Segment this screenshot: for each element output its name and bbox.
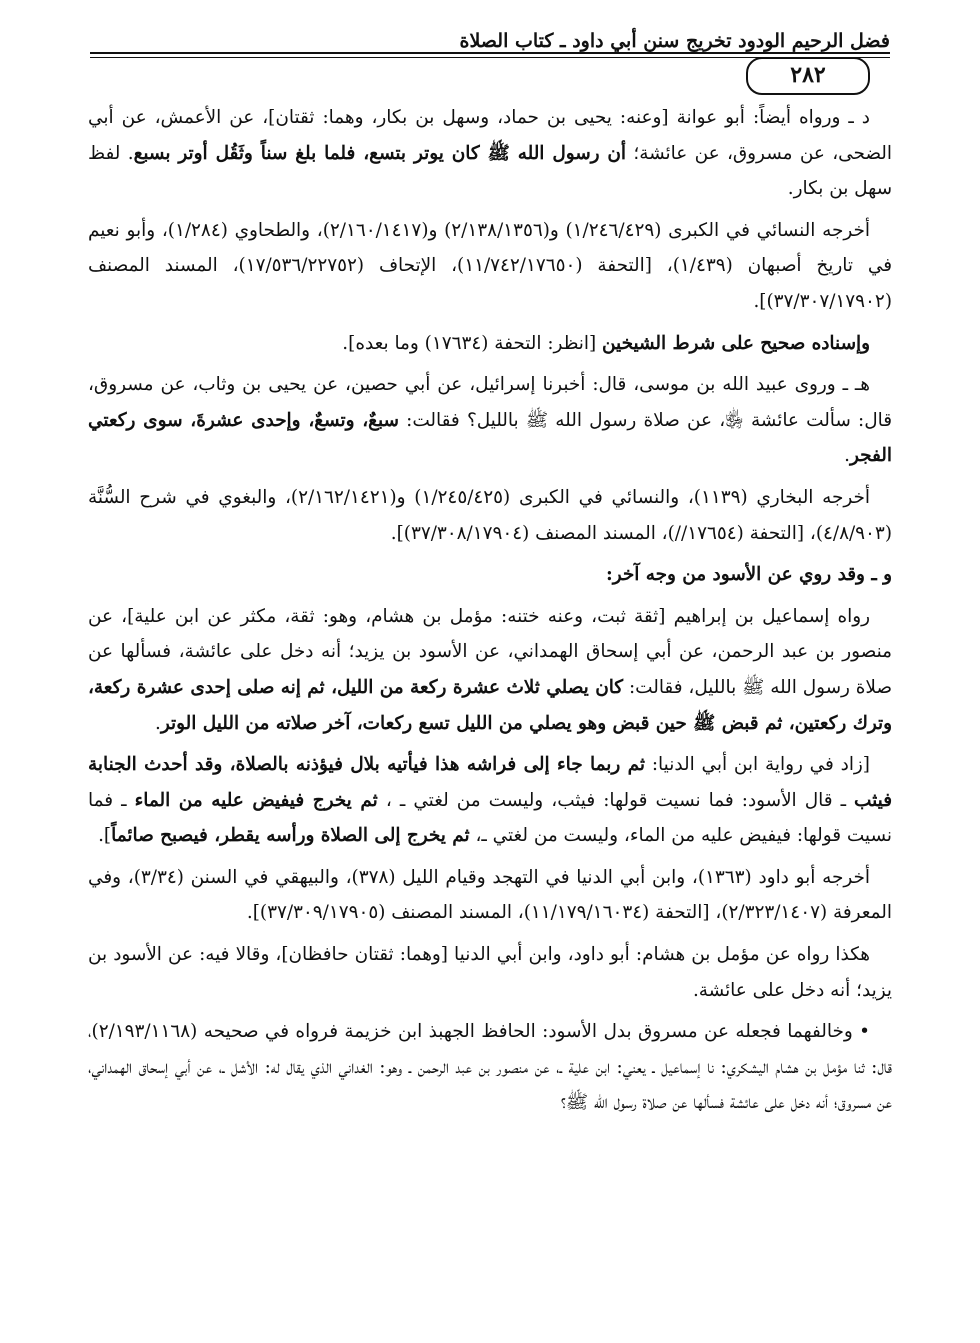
bold-text: سبعٌ، وتسعٌ، وإحدى عشرةَ، سوى ركعتي الفجر <box>88 409 892 467</box>
paragraph <box>88 1014 892 1121</box>
text-run: هـ ـ وروى عبيد الله بن موسى، قال: أخبرنا إسرائيل، عن أبي حصين، عن يحيى بن وثاب، عن مسروق، قال: سألت عائشة ﵂، عن صلاة رسول الله ﷺ بالليل؟ فقالت: <box>88 374 892 431</box>
bold-text: أن رسول الله ﷺ كان يوتر بتسع، فلما بلغ سناً وثَقُل أوتر بسبع <box>133 142 627 164</box>
text-run: ـ فما نسيت قولها: فيفيض عليه من الماء، وليست من لغتي ـ، <box>88 789 892 847</box>
text-run: . <box>155 712 161 734</box>
page-header <box>90 30 890 60</box>
text-run: هكذا رواه عن مؤمل بن هشام: أبو داود، وابن أبي الدنيا [وهما: ثقتان حافظان]، وقالا فيه: عن الأسود بن يزيد؛ أنه دخل على عائشة. <box>88 944 892 1001</box>
header-rule <box>90 52 890 54</box>
bold-text: ثم يخرج فيفيض عليه من الماء <box>134 789 378 811</box>
paragraph <box>88 937 892 1008</box>
bold-text: وإسناده صحيح على شرط الشيخين <box>602 332 870 354</box>
paragraph <box>88 860 892 931</box>
paragraph <box>88 480 892 551</box>
text-run: ـ قال الأسود: فما نسيت قولها: فيثب، وليست من لغتي ـ ، <box>377 789 855 811</box>
paragraph <box>88 213 892 320</box>
text-run: [زاد في رواية ابن أبي الدنيا: <box>645 754 870 776</box>
bold-text: ثم ربما جاء إلى فراشه هذا فيأتيه بلال فيؤذنه بالصلاة، وقد أحدث الجنابة فيثب <box>88 754 892 811</box>
text-run: د ـ ورواه أيضاً: أبو عوانة [وعنه: يحيى بن حماد، وسهل بن بكار، وهما: ثقتان]، عن الأعمش، عن أبي الضحى، عن مسروق، عن عائشة؛ <box>88 107 892 164</box>
text-run: . <box>844 445 850 467</box>
bold-text: كان يصلي ثلاث عشرة ركعة من الليل، ثم إنه صلى إحدى عشرة ركعة، وترك ركعتين، ثم قبض ﷺ حين قبض وهو يصلي من الليل تسع ركعات، آخر صلاته من الليل الوتر <box>88 676 892 734</box>
page-number: ٢٨٢ <box>746 57 870 95</box>
text-run: أخرجه أبو داود (١٣٦٣)، وابن أبي الدنيا في التهجد وقيام الليل (٣٧٨)، والبيهقي في السنن (٣/٣٤)، وفي المعرفة (٢/٣٢٣/١٤٠٧)، [التحفة (١١/١٧٩/١٦٠٣٤)، المسند المصنف (٣٧/٣٠٩/١٧٩٠٥)]. <box>88 866 892 924</box>
text-run: أخرجه النسائي في الكبرى (١/٢٤٦/٤٢٩) و(٢/١٣٨/١٣٥٦) و(٢/١٦٠/١٤١٧)، والطحاوي (١/٢٨٤)، وأبو نعيم في تاريخ أصبهان (١/٤٣٩)، [التحفة (١١/٧٤٢/١٧٦٥٠)، الإتحاف (١٧/٥٣٦/٢٢٧٥٢)، المسند المصنف (٣٧/٣٠٧/١٧٩٠٢)]. <box>88 219 892 312</box>
bold-text: و ـ وقد روي عن الأسود من وجه آخر: <box>605 564 892 586</box>
paragraph <box>88 326 892 362</box>
text-run: [انظر: التحفة (١٧٦٣٤) وما بعده]. <box>342 332 603 354</box>
running-title: فضل الرحيم الودود تخريج سنن أبي داود ـ كتاب الصلاة <box>459 30 890 52</box>
text-run: ]. <box>98 825 112 847</box>
paragraph <box>88 367 892 474</box>
section-heading <box>88 557 892 593</box>
text-run: . لفظ سهل بن بكار. <box>88 142 892 200</box>
paragraph <box>88 599 892 741</box>
text-run: رواه إسماعيل بن إبراهيم [ثقة ثبت، وعنه ختنه: مؤمل بن هشام، وهو: ثقة، مكثر عن ابن علية]، عن منصور بن عبد الرحمن، عن أبي إسحاق الهمداني، عن الأسود بن يزيد؛ أنه دخل على عائشة، فسألها عن صلاة رسول الله ﷺ بالليل، فقالت: <box>88 605 892 698</box>
page-body <box>88 100 892 1333</box>
text-run: أخرجه البخاري (١١٣٩)، والنسائي في الكبرى (١/٢٤٥/٤٢٥) و(٢/١٦٢/١٤٢١)، والبغوي في شرح السُّنَّة (٤/٨/٩٠٣)، [التحفة (١٧٦٥٤//)، المسند المصنف (٣٧/٣٠٨/١٧٩٠٤)]. <box>88 486 892 544</box>
paragraph <box>88 747 892 854</box>
paragraph <box>88 100 892 207</box>
bold-text: ثم يخرج إلى الصلاة ورأسه يقطر، فيصبح صائماً <box>111 825 470 847</box>
text-run: • وخالفهما فجعله عن مسروق بدل الأسود: الحافظ الجهبذ ابن خزيمة فرواه في صحيحه (٢/١٩٣/١١٦٨)، قال: ثنا مؤمل بن هشام اليشكري: نا إسماعيل ـ يعني: ابن علية ـ، عن منصور بن عبد الرحمن ـ وهو: الغداني الذي يقال له: الأشل ـ، عن أبي إسحاق الهمداني، عن مسروق؛ أنه دخل على عائشة فسألها عن صلاة رسول الله ﷺ؟ <box>88 1021 892 1114</box>
